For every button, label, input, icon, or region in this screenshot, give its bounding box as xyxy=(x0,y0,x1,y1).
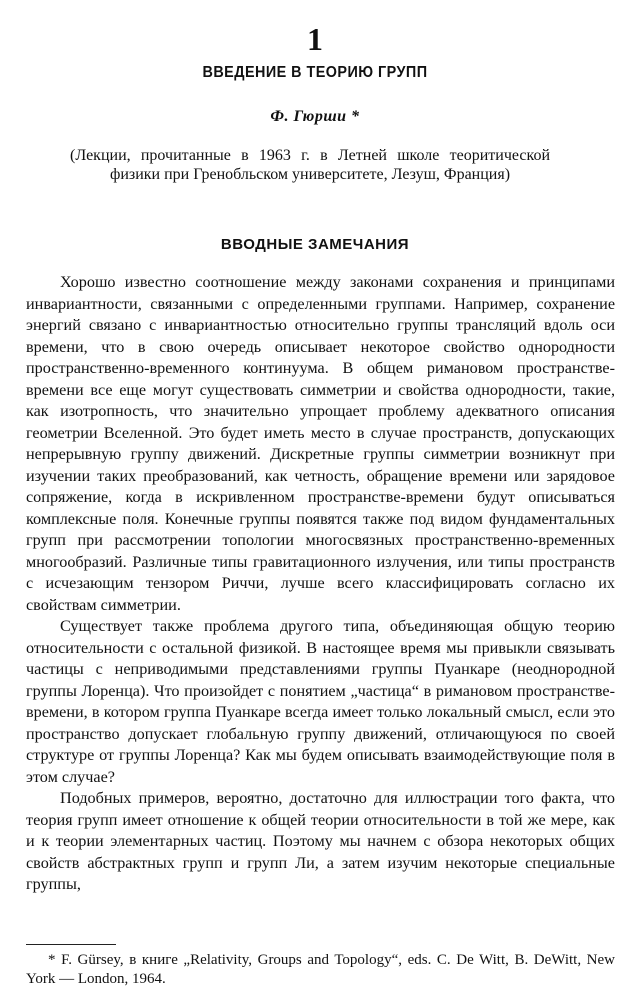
paragraph: Существует также проблема другого типа, объединяющая общую теорию относительности с остальной физикой. В настоящее время мы привыкли связывать частицы с неприводимыми представлениями группы Пуанкаре (неоднородной группы Лоренца). Что произойдет с понятием „частица“ в римановом пространстве-времени, в котором группа Пуанкаре всегда имеет только локальный смысл, если это пространство допускает глобальную группу движений, отличающуюся по своей структуре от группы Лоренца? Как мы будем описывать взаимодействующие поля в этом случае? xyxy=(26,617,615,786)
body-text xyxy=(26,272,615,896)
chapter-number: 1 xyxy=(307,21,323,57)
paragraph: Хорошо известно соотношение между законами сохранения и принципами инвариантности, связанными с определенными группами. Например, сохранение энергий связано с инвариантностью относительно группы трансляций вдоль оси времени, что в свою очередь описывает некоторое свойство однородности пространственно-временного континуума. В общем римановом пространстве-времени все еще могут существовать симметрии и свойства однородности, такие, как изотропность, что значительно упрощает проблему адекватного описания геометрии Вселенной. Это будет иметь место в случае пространств, допускающих непрерывную группу движений. Дискретные группы симметрии возникнут при изучении таких преобразований, как четность, обращение времени или зарядовое сопряжение, когда в искривленном пространстве-времени будут описываться комплексные поля. Конечные группы появятся также под видом фундаментальных групп при рассмотрении топологии многосвязных пространственно-временных многообразий. Различные типы гравитационного излучения, или типы пространств с исчезающим тензором Риччи, лучше всего классифицировать согласно их свойствам симметрии. xyxy=(26,273,615,614)
footnote-divider xyxy=(26,944,116,945)
lecture-note: (Лекции, прочитанные в 1963 г. в Летней школе теоритической физики при Гренобльском университете, Лезуш, Франция) xyxy=(70,147,550,183)
footnote: * F. Gürsey, в книге „Relativity, Groups and Topology“, eds. C. De Witt, B. DeWitt, New York — London, 1964. xyxy=(26,952,615,987)
section-heading: ВВОДНЫЕ ЗАМЕЧАНИЯ xyxy=(220,236,410,253)
paragraph: Подобных примеров, вероятно, достаточно для иллюстрации того факта, что теория групп имеет отношение к общей теории относительности в той же мере, как и к теории элементарных частиц. Поэтому мы начнем с обзора некоторых общих свойств абстрактных групп и групп Ли, а затем изучим некоторые специальные группы, xyxy=(26,789,615,893)
author-name: Ф. Гюрши * xyxy=(270,108,360,125)
chapter-title: ВВЕДЕНИЕ В ТЕОРИЮ ГРУПП xyxy=(202,64,428,81)
